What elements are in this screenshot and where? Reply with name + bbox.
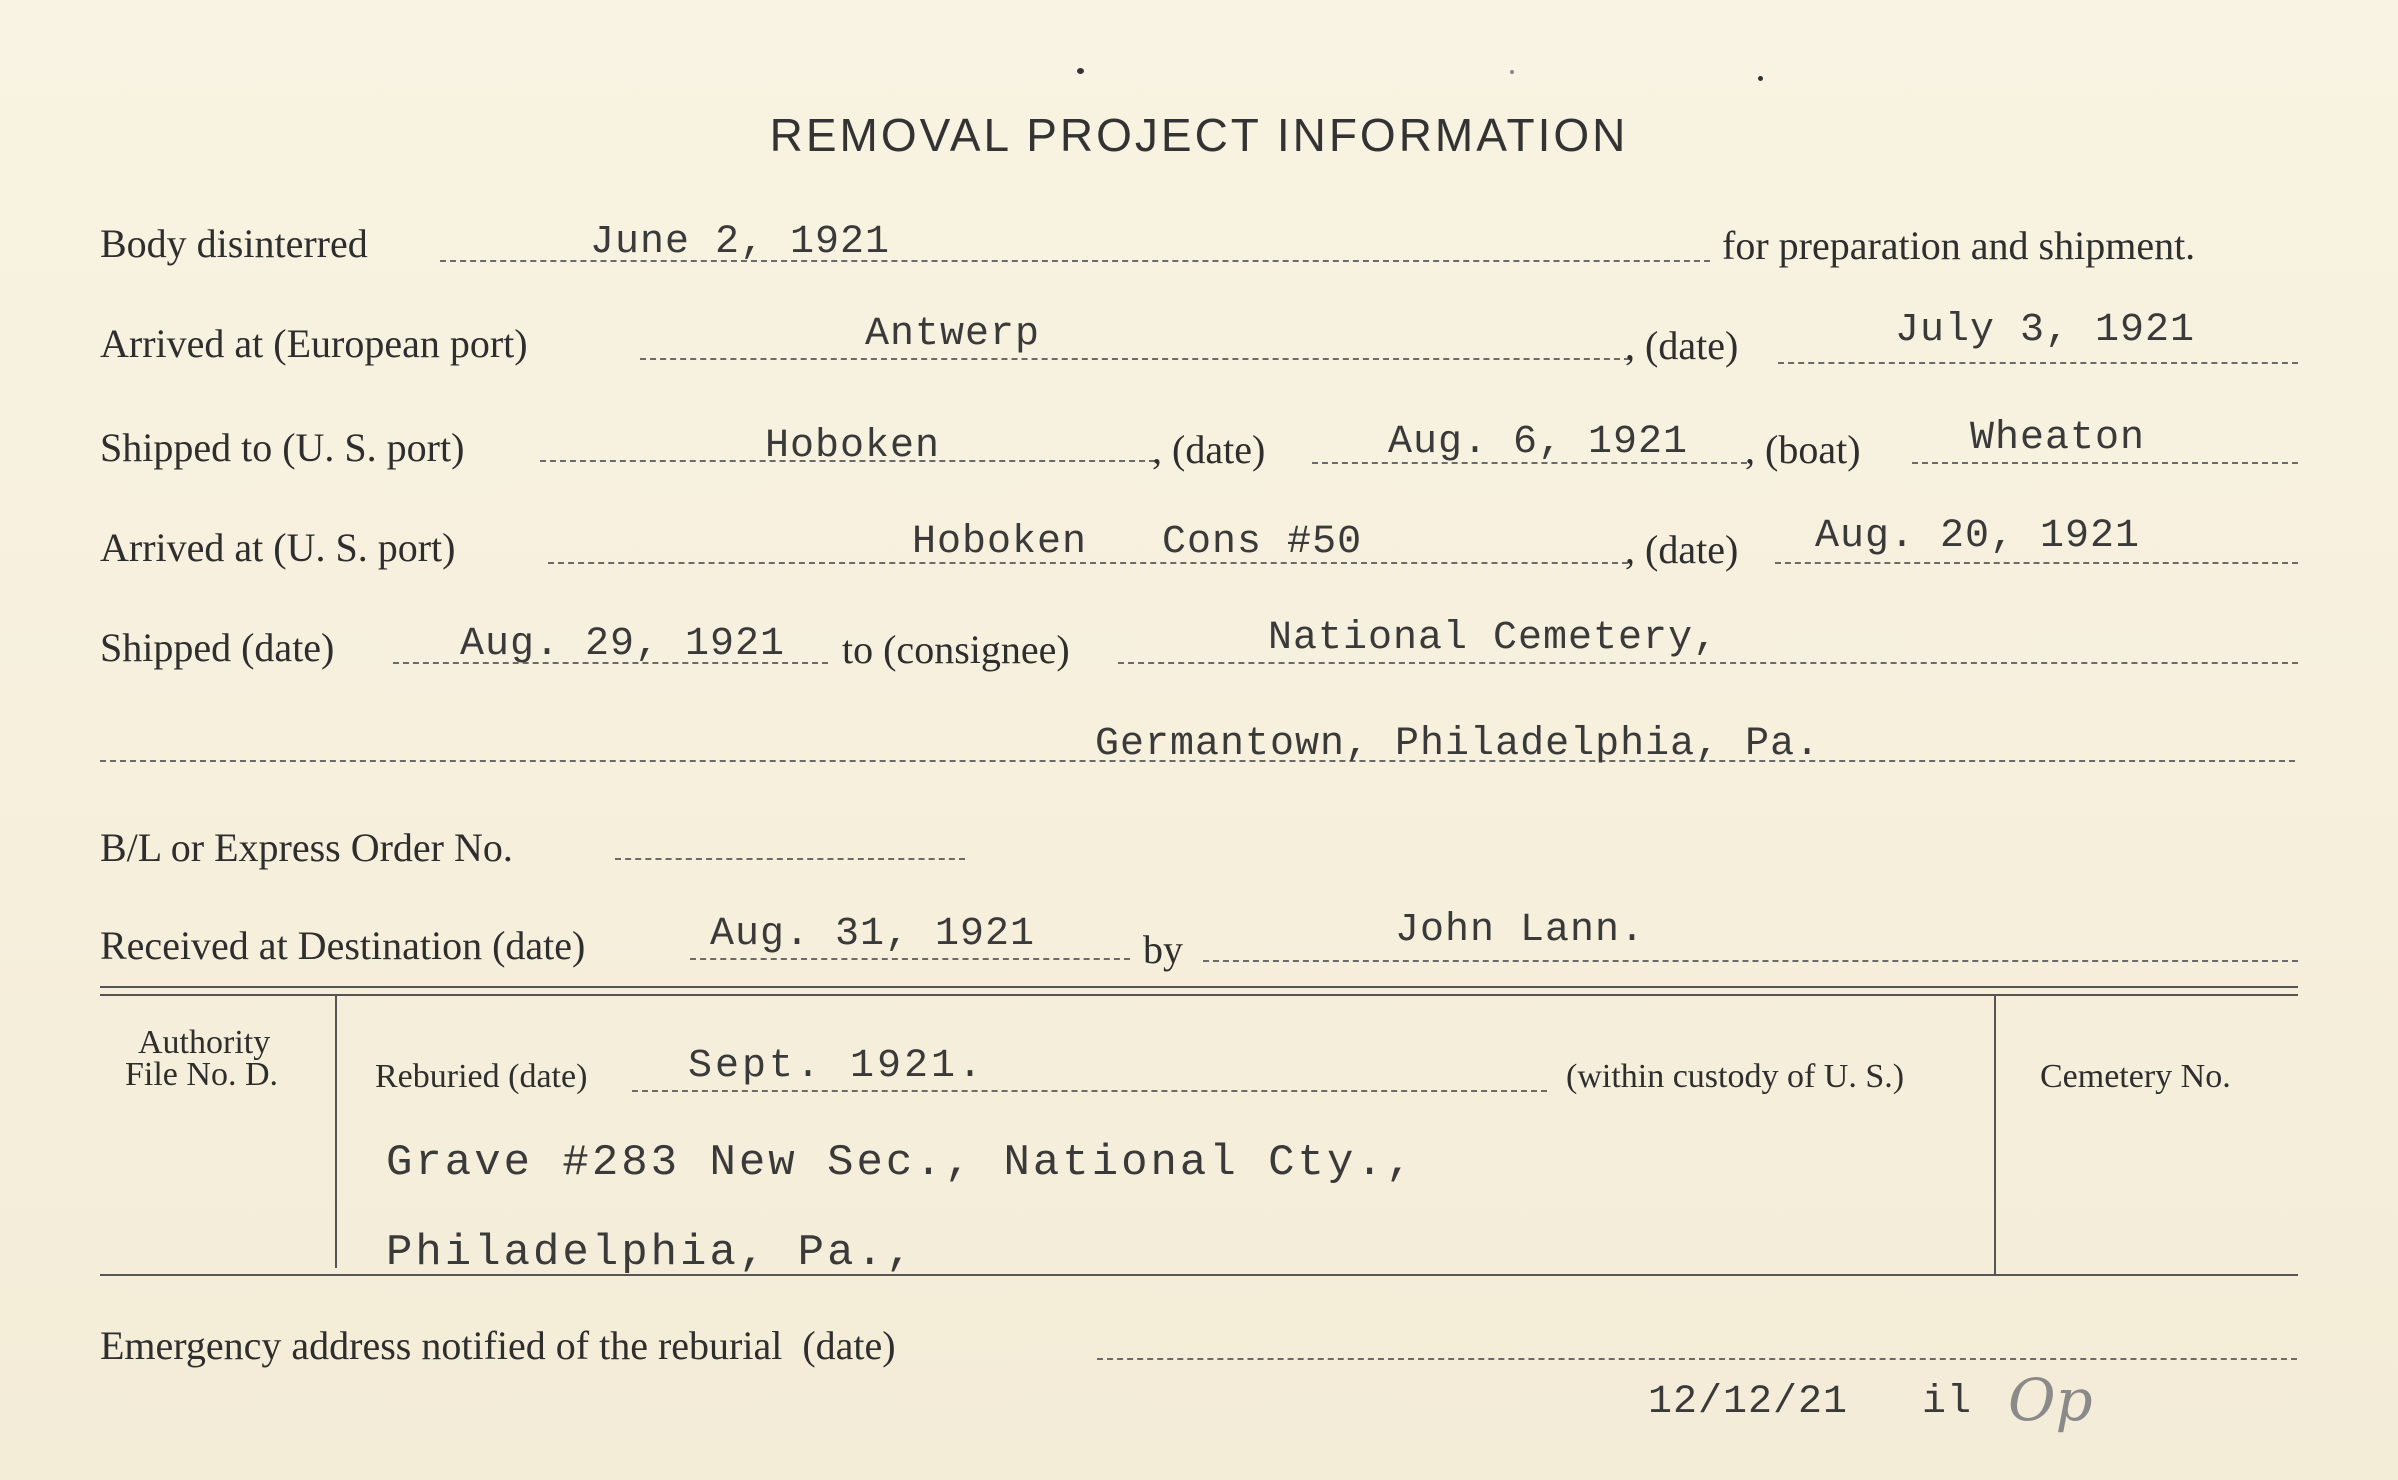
received-by-label: by <box>1143 927 1183 972</box>
received-destination-line <box>690 958 1130 960</box>
page-title: REMOVAL PROJECT INFORMATION <box>769 109 1629 161</box>
us-arrived-date-value: Aug. 20, 1921 <box>1815 514 2141 559</box>
us-port-arrived-label: Arrived at (U. S. port) <box>100 525 456 570</box>
ink-speck <box>1758 76 1763 81</box>
received-destination-label: Received at Destination (date) <box>100 923 586 968</box>
european-date-line <box>1778 362 2298 364</box>
reburied-label: Reburied (date) <box>375 1058 588 1095</box>
body-disinterred-label: Body disinterred <box>100 221 368 266</box>
preparation-shipment-label: for preparation and shipment. <box>1722 223 2196 268</box>
consignee-label: to (consignee) <box>842 627 1070 672</box>
european-date-value: July 3, 1921 <box>1895 308 2196 353</box>
boat-value: Wheaton <box>1970 416 2146 461</box>
us-arrived-date-line <box>1775 562 2298 564</box>
grave-location-line-2: Philadelphia, Pa., <box>386 1228 916 1278</box>
box-divider-left <box>335 994 337 1268</box>
boat-label: , (boat) <box>1745 427 1861 472</box>
box-divider-right <box>1994 994 1996 1274</box>
boat-line <box>1912 462 2298 464</box>
grave-location-line-1: Grave #283 New Sec., National Cty., <box>386 1138 1416 1188</box>
footer-date: 12/12/21 <box>1648 1380 1849 1425</box>
us-shipped-date-label: , (date) <box>1152 427 1266 472</box>
emergency-address-line <box>1097 1358 2297 1360</box>
us-shipped-date-value: Aug. 6, 1921 <box>1388 420 1689 465</box>
european-date-label: , (date) <box>1625 323 1739 368</box>
emergency-address-label: Emergency address notified of the reburial (date) <box>100 1323 896 1368</box>
box-top-rule <box>100 986 2298 988</box>
ink-speck <box>1077 68 1084 74</box>
handwritten-mark: Op <box>2008 1366 2093 1434</box>
body-disinterred-value: June 2, 1921 <box>590 220 891 265</box>
received-destination-value: Aug. 31, 1921 <box>710 912 1036 957</box>
authority-label: Authority <box>138 1024 271 1061</box>
footer-initials: il <box>1922 1380 1973 1425</box>
us-arrived-date-label: , (date) <box>1625 527 1739 572</box>
file-no-label: File No. D. <box>125 1056 278 1093</box>
european-port-value: Antwerp <box>865 312 1041 357</box>
shipped-date-value: Aug. 29, 1921 <box>460 622 786 667</box>
consignee-address-value: Germantown, Philadelphia, Pa. <box>1095 722 1821 767</box>
ink-speck <box>1510 70 1514 74</box>
bl-express-order-line <box>615 858 965 860</box>
custody-label: (within custody of U. S.) <box>1566 1058 1905 1095</box>
us-port-arrived-value: Hoboken Cons #50 <box>912 520 1363 565</box>
consignee-value: National Cemetery, <box>1268 616 1719 661</box>
european-port-line <box>640 358 1630 360</box>
us-port-shipped-value: Hoboken <box>765 424 941 469</box>
box-top-rule-2 <box>100 994 2298 996</box>
cemetery-no-label: Cemetery No. <box>2040 1058 2231 1095</box>
reburied-value: Sept. 1921. <box>688 1044 986 1089</box>
shipped-date-label: Shipped (date) <box>100 625 335 670</box>
received-by-line <box>1203 960 2298 962</box>
us-port-shipped-label: Shipped to (U. S. port) <box>100 425 465 470</box>
reburied-line <box>632 1090 1547 1092</box>
bl-express-order-label: B/L or Express Order No. <box>100 825 513 870</box>
european-port-label: Arrived at (European port) <box>100 321 528 366</box>
consignee-line <box>1118 662 2298 664</box>
received-by-value: John Lann. <box>1395 908 1646 953</box>
